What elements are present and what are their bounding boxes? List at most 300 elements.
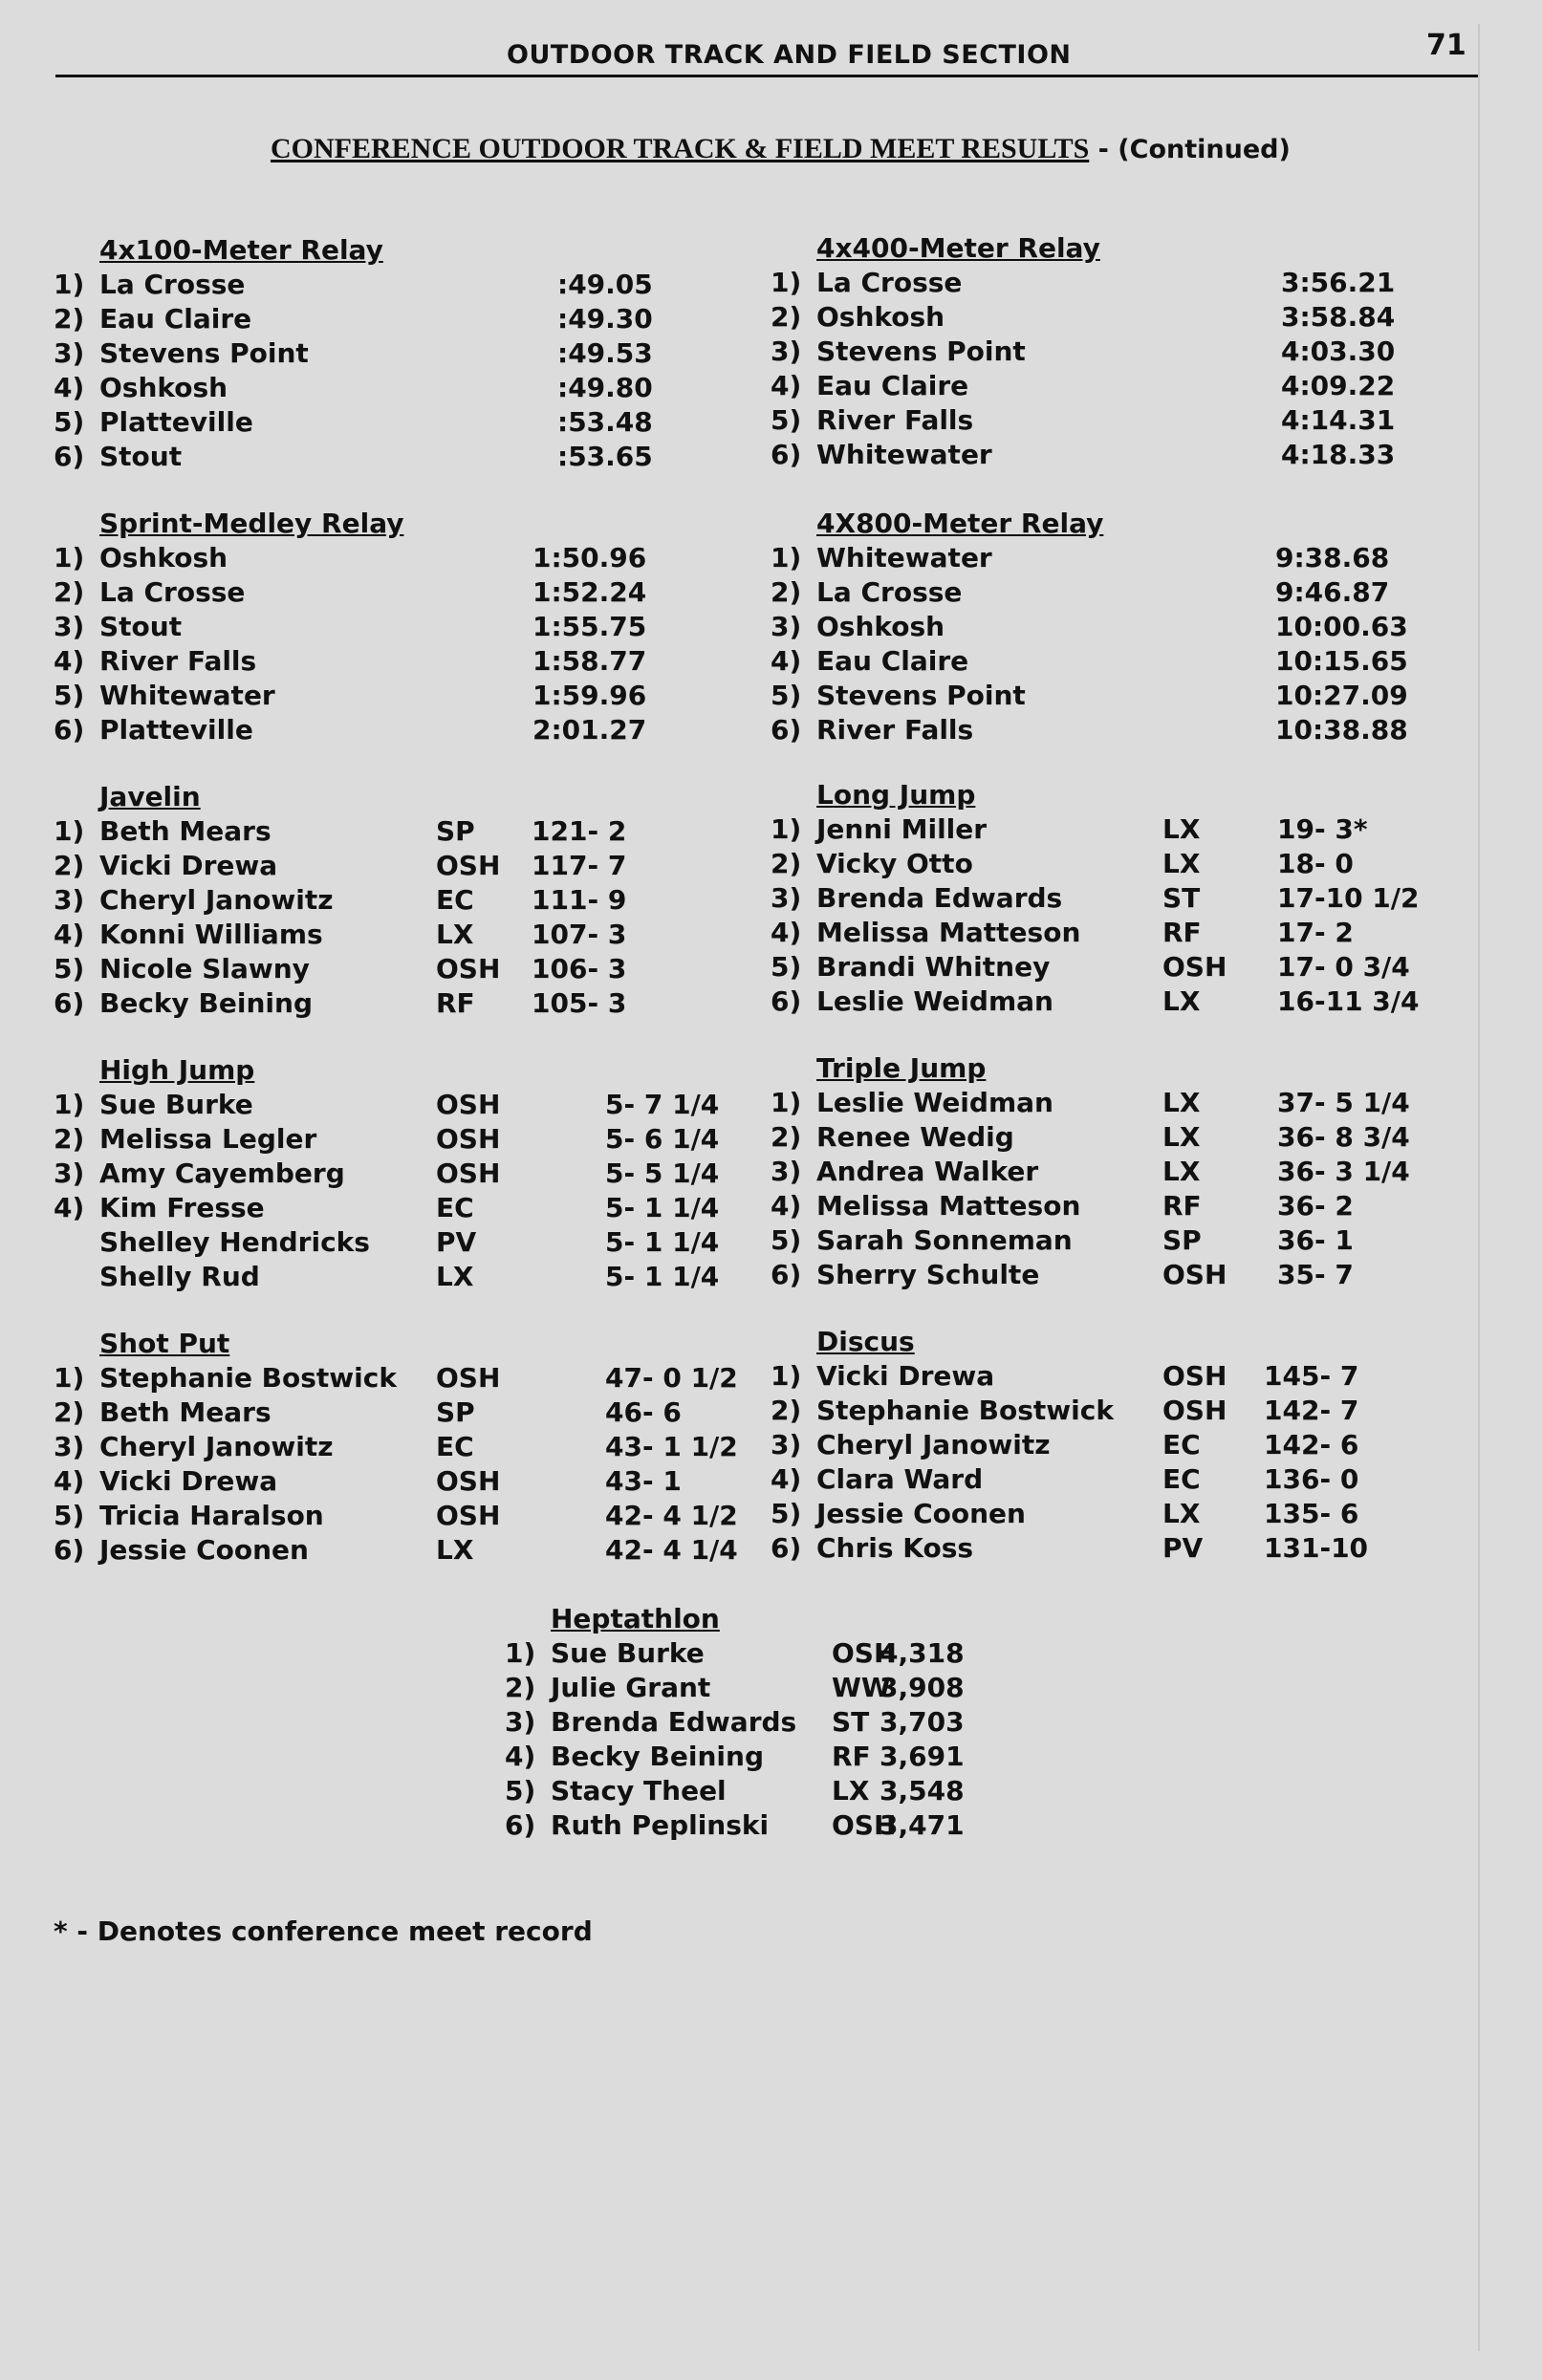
- place: 1): [54, 1089, 85, 1120]
- athlete-name: Stevens Point: [816, 680, 1026, 711]
- place: 3): [771, 1156, 802, 1187]
- place: 6): [505, 1809, 536, 1841]
- team-code: PV: [436, 1226, 477, 1258]
- team-code: OSH: [436, 1123, 501, 1155]
- team-code: RF: [832, 1741, 871, 1772]
- team-code: EC: [436, 884, 474, 916]
- event-high-jump: [54, 1053, 720, 1294]
- result-row: [771, 1223, 1354, 1258]
- result-mark: 18- 0: [1277, 848, 1354, 879]
- result-row: [771, 881, 1420, 916]
- athlete-name: La Crosse: [99, 576, 246, 608]
- result-row: [54, 644, 647, 679]
- athlete-name: Vicki Drewa: [99, 1465, 278, 1497]
- result-row: [771, 644, 1408, 679]
- result-row: [54, 713, 647, 747]
- place: 2): [54, 303, 85, 335]
- result-mark: 1:52.24: [532, 576, 647, 608]
- page-number: 71: [1426, 29, 1466, 62]
- result-mark: :49.30: [557, 303, 653, 335]
- result-mark: 3:56.21: [1281, 267, 1396, 298]
- result-mark: 37- 5 1/4: [1277, 1087, 1410, 1118]
- team-code: OSH: [1162, 1395, 1227, 1426]
- athlete-name: Beth Mears: [99, 1396, 271, 1428]
- place: 2): [771, 576, 802, 608]
- result-row: [54, 610, 647, 644]
- team-code: SP: [1162, 1224, 1202, 1256]
- place: 3): [54, 337, 85, 369]
- athlete-name: Andrea Walker: [816, 1156, 1039, 1187]
- athlete-name: Shelley Hendricks: [99, 1226, 370, 1258]
- result-mark: 111- 9: [532, 884, 627, 916]
- event-title: High Jump: [99, 1054, 255, 1086]
- team-code: LX: [1162, 813, 1201, 845]
- team-code: PV: [1162, 1532, 1204, 1564]
- result-mark: 3,691: [880, 1741, 965, 1772]
- result-mark: 4,318: [880, 1637, 965, 1669]
- athlete-name: Beth Mears: [99, 815, 271, 847]
- result-mark: 142- 6: [1264, 1429, 1359, 1460]
- result-row: [771, 438, 1396, 472]
- team-code: SP: [436, 815, 475, 847]
- place: 5): [771, 1224, 802, 1256]
- place: 4): [771, 645, 802, 677]
- result-row: [771, 916, 1354, 950]
- athlete-name: Jessie Coonen: [99, 1534, 309, 1566]
- athlete-name: Brenda Edwards: [816, 882, 1063, 914]
- event-heptathlon: [505, 1602, 965, 1843]
- place: 5): [771, 680, 802, 711]
- result-row: [771, 984, 1420, 1019]
- result-mark: 2:01.27: [532, 714, 647, 746]
- result-mark: 121- 2: [532, 815, 627, 847]
- place: 4): [54, 372, 85, 403]
- place: 2): [771, 848, 802, 879]
- result-mark: 10:27.09: [1275, 680, 1408, 711]
- athlete-name: Stevens Point: [99, 337, 309, 369]
- result-mark: 36- 3 1/4: [1277, 1156, 1410, 1187]
- result-mark: 4:18.33: [1281, 439, 1396, 470]
- event-title: Javelin: [99, 781, 201, 812]
- athlete-name: River Falls: [99, 645, 257, 677]
- result-mark: 10:15.65: [1275, 645, 1408, 677]
- result-mark: 106- 3: [532, 953, 627, 984]
- result-mark: 135- 6: [1264, 1498, 1359, 1529]
- team-code: RF: [436, 987, 475, 1019]
- place: 5): [54, 406, 85, 438]
- result-mark: 105- 3: [532, 987, 627, 1019]
- place: 6): [771, 1259, 802, 1290]
- team-code: OSH: [436, 953, 501, 984]
- result-row: [771, 1155, 1410, 1189]
- result-mark: 43- 1 1/2: [605, 1431, 738, 1462]
- athlete-name: Whitewater: [99, 680, 275, 711]
- athlete-name: Tricia Haralson: [99, 1500, 324, 1531]
- event-4x800-relay: [771, 507, 1408, 747]
- result-mark: 17- 0 3/4: [1277, 951, 1410, 983]
- event-javelin: [54, 780, 627, 1021]
- result-mark: :53.65: [557, 441, 653, 472]
- team-code: LX: [1162, 1156, 1201, 1187]
- event-title: 4x400-Meter Relay: [816, 232, 1100, 264]
- athlete-name: Sherry Schulte: [816, 1259, 1040, 1290]
- result-mark: 1:58.77: [532, 645, 647, 677]
- result-row: [54, 952, 627, 986]
- place: 3): [505, 1706, 536, 1738]
- result-row: [771, 1120, 1410, 1155]
- place: 1): [54, 542, 85, 573]
- header-rule: [55, 75, 1478, 77]
- team-code: OSH: [436, 1089, 501, 1120]
- athlete-name: La Crosse: [99, 269, 246, 300]
- event-long-jump: [771, 778, 1420, 1019]
- result-mark: 5- 1 1/4: [605, 1261, 720, 1292]
- place: 4): [54, 645, 85, 677]
- place: 6): [54, 441, 85, 472]
- place: 3): [771, 335, 802, 367]
- result-row: [771, 335, 1396, 369]
- athlete-name: Platteville: [99, 406, 253, 438]
- result-row: [771, 575, 1390, 610]
- place: 3): [54, 1431, 85, 1462]
- result-mark: 3,548: [880, 1775, 965, 1807]
- result-row: [771, 1462, 1359, 1497]
- place: 1): [771, 267, 802, 298]
- athlete-name: Becky Beining: [99, 987, 313, 1019]
- athlete-name: Eau Claire: [816, 645, 969, 677]
- result-mark: 42- 4 1/4: [605, 1534, 738, 1566]
- result-mark: 136- 0: [1264, 1463, 1359, 1495]
- result-row: [54, 371, 653, 405]
- athlete-name: Cheryl Janowitz: [99, 884, 334, 916]
- team-code: RF: [1162, 1190, 1202, 1222]
- result-mark: :53.48: [557, 406, 653, 438]
- place: 1): [54, 815, 85, 847]
- result-row: [505, 1671, 965, 1705]
- place: 2): [771, 1121, 802, 1153]
- result-row: [505, 1705, 965, 1740]
- result-row: [54, 814, 627, 849]
- result-row: [54, 440, 653, 474]
- athlete-name: Sue Burke: [99, 1089, 253, 1120]
- page-title-main: CONFERENCE OUTDOOR TRACK & FIELD MEET RESULTS: [271, 133, 1090, 164]
- place: 2): [771, 1395, 802, 1426]
- place: 4): [771, 917, 802, 948]
- place: 2): [505, 1672, 536, 1703]
- result-row: [771, 300, 1396, 335]
- team-code: EC: [436, 1192, 474, 1223]
- athlete-name: Oshkosh: [99, 542, 228, 573]
- place: 4): [771, 370, 802, 401]
- athlete-name: Cheryl Janowitz: [816, 1429, 1051, 1460]
- result-row: [54, 918, 627, 952]
- athlete-name: Melissa Matteson: [816, 1190, 1081, 1222]
- result-row: [505, 1636, 965, 1671]
- athlete-name: Melissa Legler: [99, 1123, 317, 1155]
- place: 6): [771, 985, 802, 1017]
- result-mark: 43- 1: [605, 1465, 682, 1497]
- athlete-name: River Falls: [816, 714, 974, 746]
- result-mark: 3,908: [880, 1672, 965, 1703]
- place: 6): [54, 1534, 85, 1566]
- athlete-name: Ruth Peplinski: [551, 1809, 770, 1841]
- result-row: [54, 1122, 720, 1157]
- athlete-name: Renee Wedig: [816, 1121, 1014, 1153]
- result-mark: 117- 7: [532, 850, 627, 881]
- team-code: EC: [1162, 1429, 1201, 1460]
- team-code: LX: [436, 1534, 474, 1566]
- event-title: 4X800-Meter Relay: [816, 508, 1104, 539]
- place: 4): [54, 1192, 85, 1223]
- result-mark: 9:46.87: [1275, 576, 1390, 608]
- place: 5): [54, 953, 85, 984]
- event-title: 4x100-Meter Relay: [99, 234, 383, 266]
- place: 5): [54, 1500, 85, 1531]
- result-row: [54, 302, 653, 336]
- athlete-name: Eau Claire: [99, 303, 252, 335]
- result-row: [505, 1808, 965, 1843]
- team-code: OSH: [1162, 1360, 1227, 1392]
- athlete-name: Clara Ward: [816, 1463, 984, 1495]
- athlete-name: Melissa Matteson: [816, 917, 1081, 948]
- athlete-name: Stephanie Bostwick: [816, 1395, 1114, 1426]
- result-row: [54, 336, 653, 371]
- athlete-name: Jessie Coonen: [816, 1498, 1026, 1529]
- team-code: OSH: [1162, 951, 1227, 983]
- team-code: ST: [832, 1706, 870, 1738]
- result-row: [54, 1499, 738, 1533]
- result-mark: 10:38.88: [1275, 714, 1408, 746]
- result-mark: 35- 7: [1277, 1259, 1354, 1290]
- place: 4): [505, 1741, 536, 1772]
- event-title: Sprint-Medley Relay: [99, 508, 404, 539]
- athlete-name: La Crosse: [816, 267, 963, 298]
- event-title: Heptathlon: [551, 1603, 720, 1634]
- result-row: [771, 713, 1408, 747]
- event-title: Shot Put: [99, 1328, 230, 1359]
- place: 4): [771, 1463, 802, 1495]
- result-mark: 3,471: [880, 1809, 965, 1841]
- result-row: [54, 883, 627, 918]
- athlete-name: Whitewater: [816, 542, 992, 573]
- place: 6): [771, 1532, 802, 1564]
- result-row: [771, 1258, 1354, 1292]
- team-code: SP: [436, 1396, 475, 1428]
- team-code: EC: [1162, 1463, 1201, 1495]
- result-mark: 145- 7: [1264, 1360, 1359, 1392]
- page-title-suffix: - (Continued): [1089, 135, 1291, 164]
- place: 1): [54, 269, 85, 300]
- result-mark: 17-10 1/2: [1277, 882, 1420, 914]
- result-row: [54, 575, 647, 610]
- team-code: OSH: [436, 850, 501, 881]
- athlete-name: Vicki Drewa: [99, 850, 278, 881]
- event-discus: [771, 1325, 1369, 1566]
- team-code: LX: [1162, 1498, 1201, 1529]
- athlete-name: Julie Grant: [551, 1672, 711, 1703]
- result-row: [771, 847, 1354, 881]
- athlete-name: Shelly Rud: [99, 1261, 260, 1292]
- result-row: [54, 1088, 720, 1122]
- athlete-name: River Falls: [816, 404, 974, 436]
- result-row: [54, 541, 647, 575]
- section-header: OUTDOOR TRACK AND FIELD SECTION: [507, 40, 1072, 70]
- event-sprint-medley-relay: [54, 507, 647, 747]
- athlete-name: Stephanie Bostwick: [99, 1362, 397, 1394]
- athlete-name: Platteville: [99, 714, 253, 746]
- place: 4): [54, 1465, 85, 1497]
- athlete-name: Becky Beining: [551, 1741, 764, 1772]
- result-row: [54, 1464, 682, 1499]
- athlete-name: Oshkosh: [99, 372, 228, 403]
- team-code: LX: [832, 1775, 870, 1807]
- team-code: LX: [1162, 1121, 1201, 1153]
- athlete-name: Whitewater: [816, 439, 992, 470]
- athlete-name: Stout: [99, 611, 183, 642]
- result-row: [54, 405, 653, 440]
- result-row: [771, 369, 1396, 403]
- result-mark: 4:14.31: [1281, 404, 1396, 436]
- event-shot-put: [54, 1327, 738, 1568]
- result-mark: 1:55.75: [532, 611, 647, 642]
- event-4x400-relay: [771, 231, 1396, 472]
- team-code: LX: [436, 1261, 474, 1292]
- result-mark: 9:38.68: [1275, 542, 1390, 573]
- place: 1): [771, 1087, 802, 1118]
- team-code: OSH: [832, 1637, 897, 1669]
- place: 4): [771, 1190, 802, 1222]
- result-mark: 10:00.63: [1275, 611, 1408, 642]
- team-code: EC: [436, 1431, 474, 1462]
- result-mark: 5- 1 1/4: [605, 1226, 720, 1258]
- result-mark: 5- 7 1/4: [605, 1089, 720, 1120]
- place: 2): [54, 1123, 85, 1155]
- result-mark: 19- 3*: [1277, 813, 1368, 845]
- result-mark: :49.53: [557, 337, 653, 369]
- result-mark: 36- 8 3/4: [1277, 1121, 1410, 1153]
- result-row: [771, 1497, 1359, 1531]
- result-row: [54, 1191, 720, 1225]
- place: 1): [505, 1637, 536, 1669]
- event-title: Long Jump: [816, 779, 976, 811]
- result-row: [54, 1430, 738, 1464]
- team-code: OSH: [1162, 1259, 1227, 1290]
- result-mark: 4:03.30: [1281, 335, 1396, 367]
- event-title: Triple Jump: [816, 1052, 987, 1084]
- result-row: [771, 403, 1396, 438]
- result-mark: 46- 6: [605, 1396, 682, 1428]
- team-code: LX: [1162, 985, 1201, 1017]
- place: 5): [505, 1775, 536, 1807]
- athlete-name: Leslie Weidman: [816, 985, 1053, 1017]
- result-row: [505, 1740, 965, 1774]
- result-row: [54, 849, 627, 883]
- result-row: [54, 1260, 720, 1294]
- athlete-name: Oshkosh: [816, 301, 945, 333]
- page-title: [271, 132, 1291, 165]
- place: 3): [771, 611, 802, 642]
- athlete-name: Nicole Slawny: [99, 953, 310, 984]
- result-mark: :49.80: [557, 372, 653, 403]
- place: 3): [54, 1158, 85, 1189]
- athlete-name: Brenda Edwards: [551, 1706, 797, 1738]
- place: 5): [54, 680, 85, 711]
- result-mark: 17- 2: [1277, 917, 1354, 948]
- place: 6): [771, 714, 802, 746]
- place: 3): [54, 884, 85, 916]
- athlete-name: Amy Cayemberg: [99, 1158, 345, 1189]
- place: 6): [54, 987, 85, 1019]
- result-row: [54, 1225, 720, 1260]
- result-row: [771, 266, 1396, 300]
- event-4x100-relay: [54, 233, 653, 474]
- team-code: ST: [1162, 882, 1201, 914]
- team-code: LX: [1162, 848, 1201, 879]
- team-code: OSH: [832, 1809, 897, 1841]
- team-code: OSH: [436, 1158, 501, 1189]
- place: 5): [771, 1498, 802, 1529]
- place: 4): [54, 919, 85, 950]
- athlete-name: Kim Fresse: [99, 1192, 265, 1223]
- result-row: [54, 1533, 738, 1568]
- result-mark: 1:59.96: [532, 680, 647, 711]
- result-mark: 3:58.84: [1281, 301, 1396, 333]
- place: 5): [771, 404, 802, 436]
- place: 3): [54, 611, 85, 642]
- athlete-name: La Crosse: [816, 576, 963, 608]
- result-row: [54, 1396, 682, 1430]
- athlete-name: Sarah Sonneman: [816, 1224, 1073, 1256]
- result-row: [771, 541, 1390, 575]
- athlete-name: Jenni Miller: [816, 813, 988, 845]
- result-mark: 5- 6 1/4: [605, 1123, 720, 1155]
- result-row: [54, 268, 653, 302]
- athlete-name: Stevens Point: [816, 335, 1026, 367]
- team-code: WW: [832, 1672, 891, 1703]
- place: 3): [771, 1429, 802, 1460]
- result-row: [771, 950, 1410, 984]
- athlete-name: Sue Burke: [551, 1637, 705, 1669]
- result-row: [54, 679, 647, 713]
- team-code: OSH: [436, 1362, 501, 1394]
- result-mark: 3,703: [880, 1706, 965, 1738]
- place: 6): [54, 714, 85, 746]
- result-mark: 5- 1 1/4: [605, 1192, 720, 1223]
- athlete-name: Leslie Weidman: [816, 1087, 1053, 1118]
- team-code: LX: [436, 919, 474, 950]
- place: 1): [771, 1360, 802, 1392]
- place: 2): [54, 1396, 85, 1428]
- result-mark: 42- 4 1/2: [605, 1500, 738, 1531]
- place: 3): [771, 882, 802, 914]
- result-mark: 47- 0 1/2: [605, 1362, 738, 1394]
- athlete-name: Cheryl Janowitz: [99, 1431, 334, 1462]
- team-code: OSH: [436, 1465, 501, 1497]
- result-row: [54, 986, 627, 1021]
- result-mark: 131-10: [1264, 1532, 1369, 1564]
- result-row: [771, 1531, 1369, 1566]
- team-code: LX: [1162, 1087, 1201, 1118]
- result-row: [771, 1086, 1410, 1120]
- place: 2): [54, 850, 85, 881]
- result-row: [771, 812, 1368, 847]
- result-mark: :49.05: [557, 269, 653, 300]
- athlete-name: Oshkosh: [816, 611, 945, 642]
- result-mark: 142- 7: [1264, 1395, 1359, 1426]
- athlete-name: Chris Koss: [816, 1532, 974, 1564]
- place: 2): [771, 301, 802, 333]
- result-mark: 107- 3: [532, 919, 627, 950]
